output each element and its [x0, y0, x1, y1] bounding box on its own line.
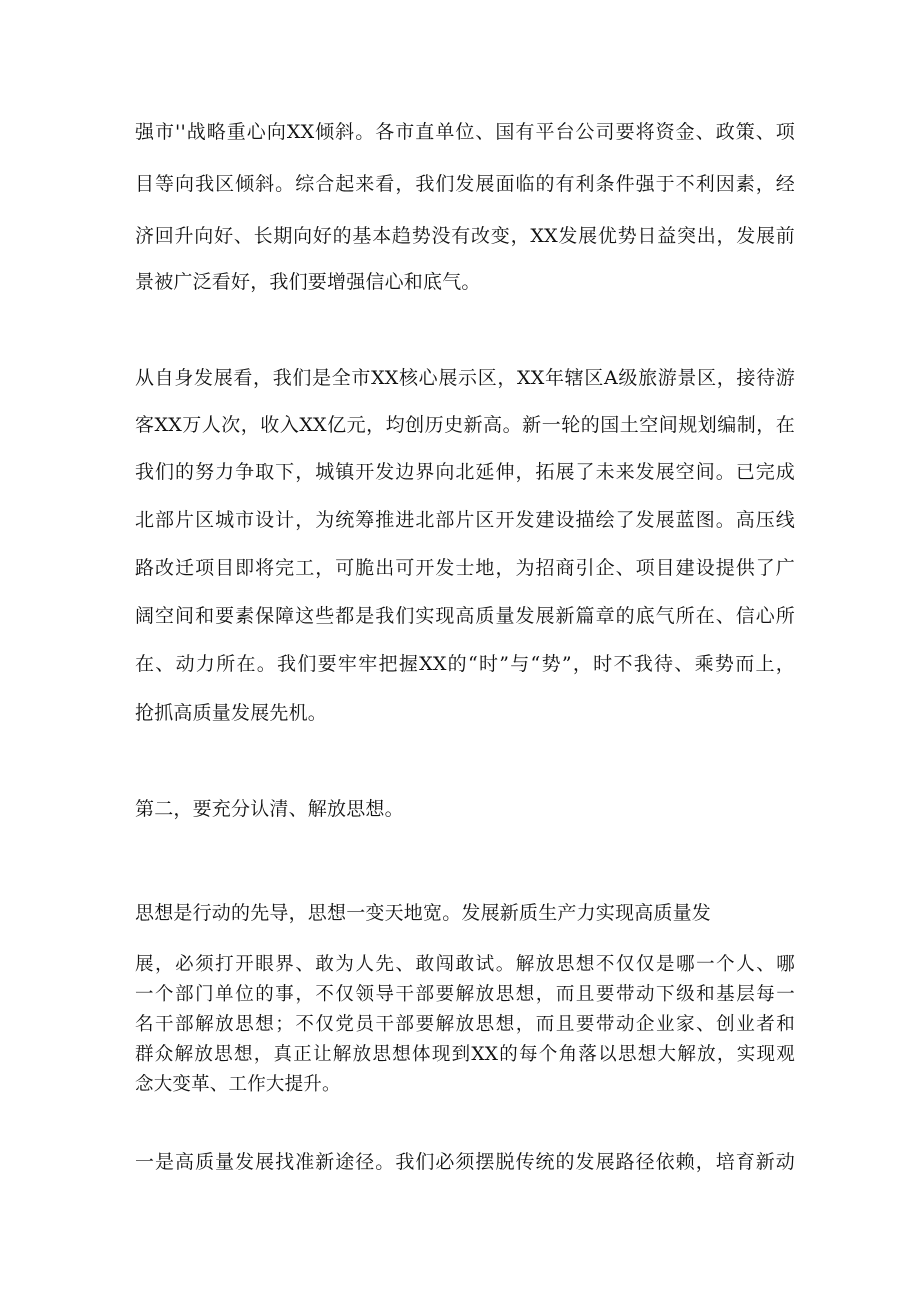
paragraph-line: 一是高质量发展找准新途径。我们必须摆脱传统的发展路径依赖，培育新动: [135, 1151, 795, 1173]
paragraph-line: 强市''战略重心向XX倾斜。各市直单位、国有平台公司要将资金、政策、项: [135, 121, 795, 143]
paragraph-line: 展，必须打开眼界、敢为人先、敢闯敢试。解放思想不仅仅是哪一个人、哪: [135, 954, 795, 975]
section-heading: 第二，要充分认清、解放思想。: [135, 798, 404, 820]
paragraph-line: 抢抓高质量发展先机。: [135, 702, 328, 724]
paragraph-line: 思想是行动的先导，思想一变天地宽。发展新质生产力实现高质量发: [135, 902, 712, 924]
paragraph-line: 在、动力所在。我们要牢牢把握XX的“时”与“势”，时不我待、乘势而上，: [135, 653, 795, 675]
paragraph-line: 客XX万人次，收入XX亿元，均创历史新高。新一轮的国土空间规划编制，在: [135, 414, 795, 436]
paragraph-line: 阔空间和要素保障这些都是我们实现高质量发展新篇章的底气所在、信心所: [135, 605, 795, 627]
paragraph-line: 从自身发展看，我们是全市XX核心展示区，XX年辖区A级旅游景区，接待游: [135, 367, 795, 389]
paragraph-line: 北部片区城市设计，为统筹推进北部片区开发建设描绘了发展蓝图。高压线: [135, 509, 795, 531]
paragraph-line: 名干部解放思想；不仅党员干部要解放思想，而且要带动企业家、创业者和: [135, 1014, 795, 1035]
paragraph-line: 念大变革、工作大提升。: [135, 1074, 341, 1095]
paragraph-line: 目等向我区倾斜。综合起来看，我们发展面临的有利条件强于不利因素，经: [135, 173, 795, 195]
paragraph-line: 一个部门单位的事，不仅领导干部要解放思想，而且要带动下级和基层每一: [135, 984, 795, 1005]
paragraph-line: 我们的努力争取下，城镇开发边界向北延伸，拓展了未来发展空间。已完成: [135, 461, 795, 483]
paragraph-line: 群众解放思想，真正让解放思想体现到XX的每个角落以思想大解放，实现观: [135, 1044, 795, 1065]
paragraph-line: 路改迁项目即将完工，可脆出可开发士地，为招商引企、项目建设提供了广: [135, 557, 795, 579]
paragraph-line: 济回升向好、长期向好的基本趋势没有改变，XX发展优势日益突出，发展前: [135, 225, 795, 247]
paragraph-line: 景被广泛看好，我们要增强信心和底气。: [135, 271, 481, 293]
